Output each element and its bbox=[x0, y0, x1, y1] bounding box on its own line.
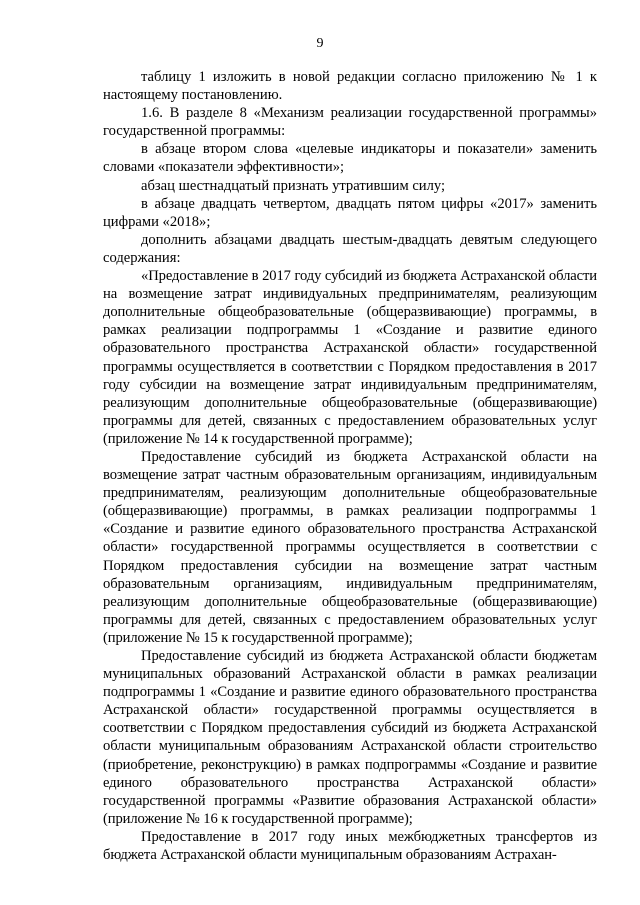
paragraph-abzats-24-25-digits: в абзаце двадцать четвертом, двадцать пятом цифры «2017» заменить цифрами «2018»; bbox=[103, 195, 597, 230]
paragraph-abzats-16-void: абзац шестнадцатый признать утратившим силу; bbox=[141, 177, 446, 194]
paragraph-section-8-heading: 1.6. В разделе 8 «Механизм реализации государственной программы» государственной программы: bbox=[103, 105, 597, 140]
paragraph-subsidy-municipal-budgets: Предоставление субсидий из бюджета Астраханской области бюджетам муниципальных образований Астраханской области в рамках реализации подпрограммы 1 «Создание и развитие единого образовательного пространства Астраханской области» государственной программы осуществляется в соответствии с Порядком предоставления субсидий из бюджета Астраханской области муниципальным образованиям Астраханской области строительство (приобретение, реконструкцию) в рамках подпрограммы «Создание и развитие единого образовательного пространства Астраханской области» государственной программы «Развитие образования Астраханской области» (приложение № 16 к государственной программе); bbox=[103, 648, 597, 827]
paragraph-abzats-2-replace: в абзаце втором слова «целевые индикаторы и показатели» заменить словами «показатели эффективности»; bbox=[103, 141, 597, 176]
body-text bbox=[103, 68, 597, 864]
page-number: 9 bbox=[316, 36, 324, 51]
paragraph-subsidy-individual-entrepreneurs: «Предоставление в 2017 году субсидий из бюджета Астраханской области на возмещение затрат индивидуальных предпринимателям, реализующим дополнительные общеобразовательные (общеразвивающие) программы, в рамках реализации подпрограммы 1 «Создание и развитие единого образовательного пространства Астраханской области» государственной программы осуществляется в соответствии с Порядком предоставления в 2017 году субсидии на возмещение затрат индивидуальным предпринимателям, реализующим дополнительные общеобразовательные (общеразвивающие) программы для детей, связанных с предоставлением образовательных услуг (приложение № 14 к государственной программе); bbox=[103, 268, 597, 447]
paragraph-table-revision: таблицу 1 изложить в новой редакции согласно приложению № 1 к настоящему постановлению. bbox=[103, 69, 597, 104]
paragraph-add-abzats-26-29: дополнить абзацами двадцать шестым-двадцать девятым следующего содержания: bbox=[103, 231, 597, 266]
paragraph-interbudget-transfers: Предоставление в 2017 году иных межбюджетных трансфертов из бюджета Астраханской области муниципальным образованиям Астрахан- bbox=[103, 828, 597, 864]
paragraph-subsidy-private-organizations: Предоставление субсидий из бюджета Астраханской области на возмещение затрат частным образовательным организациям, индивидуальным предпринимателям, реализующим дополнительные общеобразовательные (общеразвивающие) программы, в рамках реализации подпрограммы 1 «Создание и развитие единого образовательного пространства Астраханской области» государственной программы осуществляется в соответствии с Порядком предоставления субсидии на возмещение затрат частным образовательным организациям, индивидуальным предпринимателям, реализующим дополнительные общеобразовательные (общеразвивающие) программы для детей, связанных с предоставлением образовательных услуг (приложение № 15 к государственной программе); bbox=[103, 448, 597, 646]
